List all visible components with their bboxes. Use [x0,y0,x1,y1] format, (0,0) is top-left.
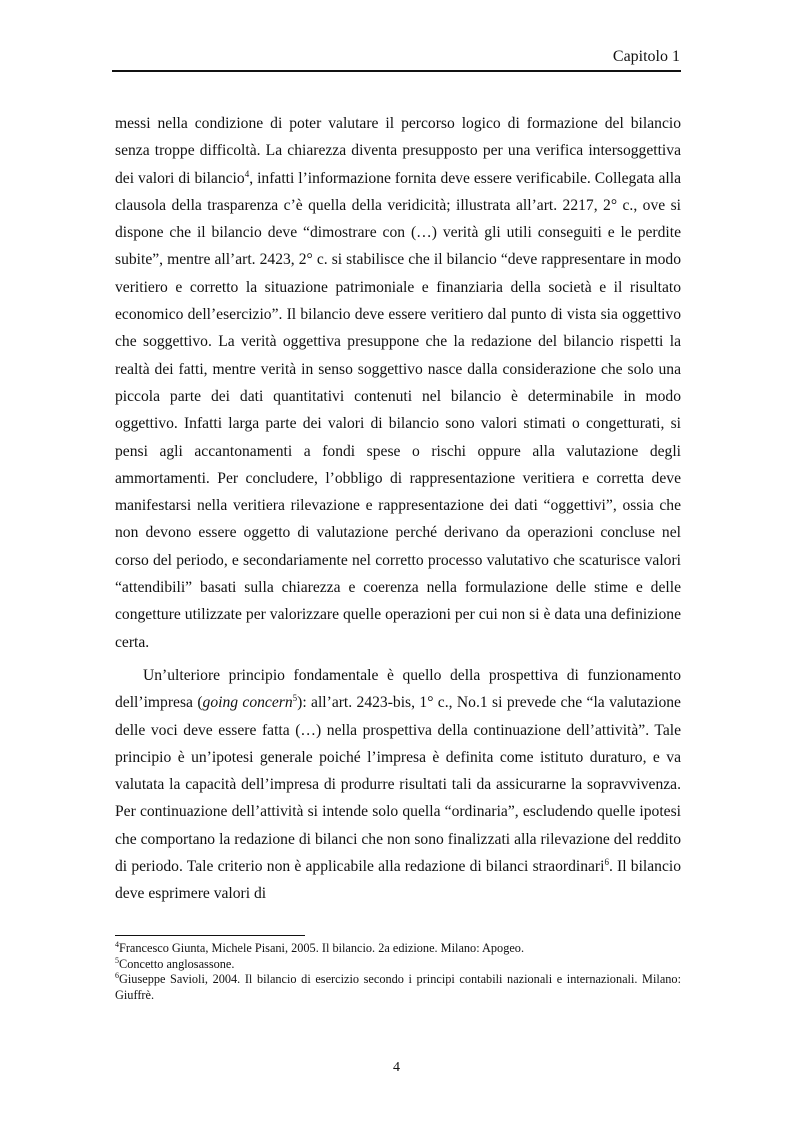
header-divider [112,70,681,72]
paragraph-1 [115,110,681,656]
chapter-header: Capitolo 1 [612,48,680,65]
footnote-6 [115,972,681,1003]
footnote-text: Giuseppe Savioli, 2004. Il bilancio di esercizio secondo i principi contabili nazionali e internazionali. Milano: Giuffrè. [115,972,681,1002]
footnote-number: 5 [115,955,119,965]
going-concern-term: going concern [202,694,293,712]
footnotes [115,941,681,1003]
footnote-ref-4[interactable]: 4 [244,168,250,179]
paragraph-1-part-b: , infatti l’informazione fornita deve essere verificabile. Collegata alla clausola della trasparenza c’è quella della veridicità; illustrata all’art. 2217, 2° c., ove si dispone che il bilancio deve “dimostrare con (…) verità gli utili conseguiti e le perdite subite”, mentre all’art. 2423, 2° c. si stabilisce che il bilancio “deve rappresentare in modo veritiero e corretto la situazione patrimoniale e finanziaria della società e il risultato economico dell’esercizio”. Il bilancio deve essere veritiero dal punto di vista sia oggettivo che soggettivo. La verità oggettiva presuppone che la redazione del bilancio rispetti la realtà dei fatti, mentre verità in senso soggettivo nasce dalla considerazione che solo una piccola parte dei dati quantitativi contenuti nel bilancio è determinabile in modo oggettivo. Infatti larga parte dei valori di bilancio sono valori stimati o congetturati, si pensi agli accantonamenti a fondi spese o rischi oppure alla valutazione degli ammortamenti. Per concludere, l’obbligo di rappresentazione veritiera e corretta deve manifestarsi nella veritiera rilevazione e rappresentazione dei dati “oggettivi”, ossia che non devono essere oggetto di valutazione perché derivano da operazioni concluse nel corso del periodo, e secondariamente nel corretto processo valutativo che scaturisce valori “attendibili” basati sulla chiarezza e coerenza nella formulazione delle stime e delle congetture utilizzate per valorizzare quelle operazioni per cui non si è data una definizione certa. [115,169,682,651]
paragraph-2-part-c: . Il bilancio deve esprimere valori di [115,858,682,903]
footnote-divider [115,935,305,936]
footnote-ref-5[interactable]: 5 [292,693,298,704]
page-number: 4 [393,1060,400,1075]
paragraph-2 [115,662,681,908]
footnote-4 [115,941,681,957]
paragraph-2-part-b: ): all’art. 2423-bis, 1° c., No.1 si prevede che “la valutazione delle voci deve essere fatta (…) nella prospettiva della continuazione dell’attività”. Tale principio è un’ipotesi generale poiché l’impresa è definita come istituto duraturo, e va valutata la capacità dell’impresa di produrre risultati tali da assicurarne la sopravvivenza. Per continuazione dell’attività si intende solo quella “ordinaria”, escludendo quelle ipotesi che comportano la redazione di bilanci che non sono finalizzati alla rilevazione del reddito di periodo. Tale criterio non è applicabile alla redazione di bilanci straordinari [115,694,681,876]
main-body-text [115,110,681,908]
footnote-number: 4 [115,939,119,949]
paragraph-1-part-a: messi nella condizione di poter valutare il percorso logico di formazione del bilancio senza troppe difficoltà. La chiarezza diventa presupposto per una verifica intersoggettiva dei valori di bilancio [115,115,681,187]
footnote-text: Concetto anglosassone. [119,956,235,971]
footnote-text: Francesco Giunta, Michele Pisani, 2005. Il bilancio. 2a edizione. Milano: Apogeo. [119,941,525,955]
paragraph-2-part-a: Un’ulteriore principio fondamentale è quello della prospettiva di funzionamento dell’impresa ( [115,666,681,712]
footnote-ref-6[interactable]: 6 [604,856,609,867]
footnote-number: 6 [115,970,119,980]
footnote-5 [115,957,681,973]
